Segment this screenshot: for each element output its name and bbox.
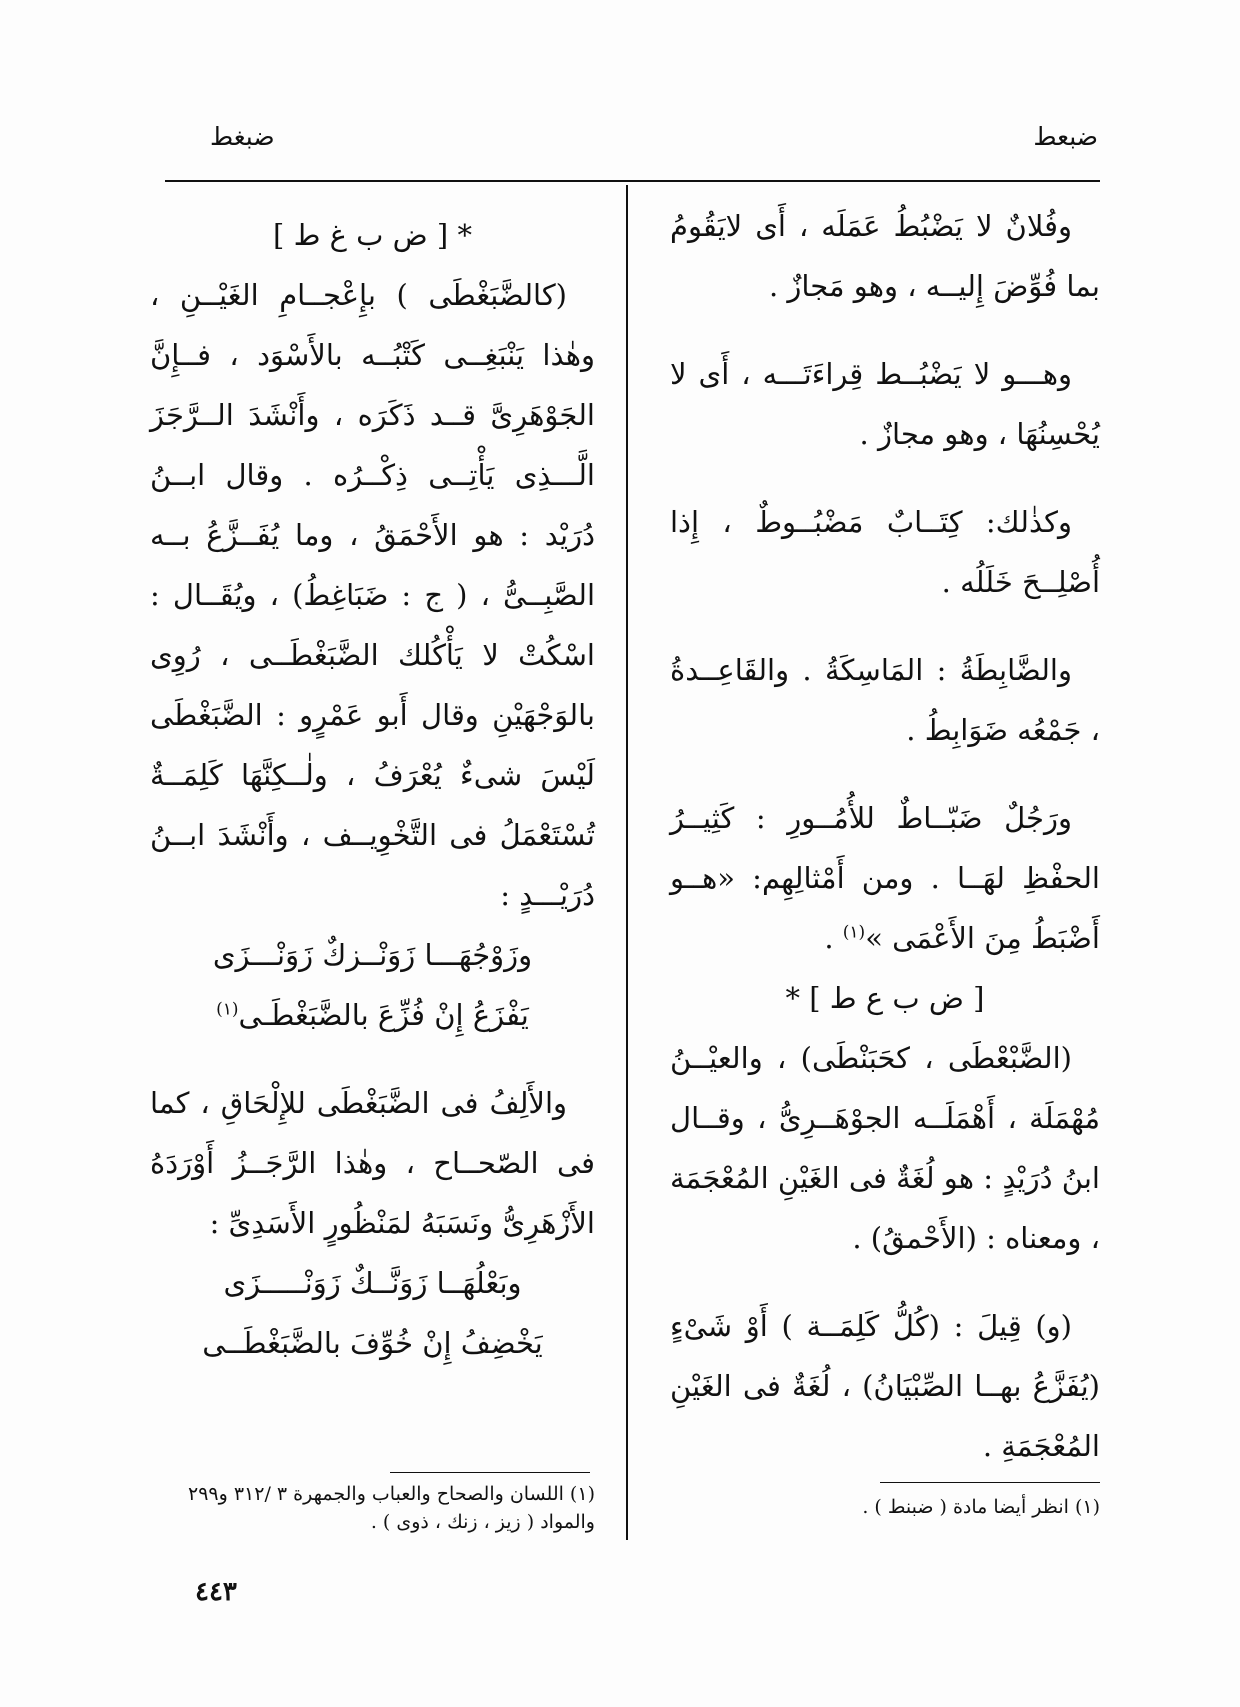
- footnote-left-line-1: (١) اللسان والصحاح والعباب والجمهرة ٣ /٣١٢ و٢٩٩: [188, 1483, 595, 1505]
- footnote-left: [150, 1480, 595, 1536]
- entry-heading-dbAT: [ ض ب ع ط ] *: [785, 981, 985, 1015]
- page-number: ٤٤٣: [195, 1577, 237, 1607]
- right-paragraph-5-end: .: [824, 921, 843, 955]
- right-paragraph-3: وكذٰلك: كِتَــابٌ مَضْبُــوطٌ ، إِذا أُصْلِــحَ خَلَلُه .: [670, 505, 1100, 599]
- footnote-right: (١) انظر أيضا مادة ( ضبنط ) .: [862, 1496, 1100, 1518]
- footnote-rule-left: [390, 1472, 590, 1473]
- verse-1-line-b-text: يَفْزَعُ إِنْ فُزِّعَ بالضَّبَغْطَـى: [238, 998, 529, 1032]
- running-head-right: ضبعط: [1033, 122, 1098, 151]
- left-column: [150, 205, 595, 1373]
- footnote-marker: (١): [842, 922, 866, 943]
- entry-heading-dbghT: * [ ض ب غ ط ]: [273, 218, 472, 252]
- left-paragraph-1: (كالضَّبَغْطَى ) بإِعْجــامِ الغَيْــنِ ، وهٰذا يَنْبَغِــى كَتْبُــه بالأَسْوَد ، فــإِنَّ الجَوْهَرِىَّ قــد ذَكَرَه ، وأَنْشَدَ الــرَّجَزَ الَّـــذِى يَأْتِــى ذِكْــرُه . وقال ابــنُ دُرَيْد : هو الأَحْمَقُ ، وما يُفَــزَّعُ بــه الصَّبِــىُّ ، ( ج : ضَبَاغِطُ) ، ويُقَــال : اسْكُتْ لا يَأْكُلك الضَّبَغْطَــى ، رُوِى بالوَجْهَيْنِ وقال أَبو عَمْرٍو : الضَّبَغْطَى لَيْسَ شىءٌ يُعْرَفُ ، ولٰــكِنَّهَا كَلِمَــةٌ تُسْتَعْمَلُ فى التَّخْوِيــف ، وأَنْشَدَ ابــنُ دُرَيْـــدٍ :: [150, 278, 595, 912]
- right-paragraph-6: (الضَّبْعْطَى ، كحَبَنْطَى) ، والعيْــنُ مُهْمَلَة ، أَهْمَلَــه الجوْهَــرِىُّ ، وقــال ابنُ دُرَيْدٍ : هو لُغَةٌ فى الغَيْنِ المُعْجَمَة ، ومعناه : (الأَحْمقُ) .: [670, 1041, 1100, 1255]
- right-paragraph-2: وهـــو لا يَضْبُــط قِراءَتَـــه ، أَى لا يُحْسِنُهَا ، وهو مجازٌ .: [670, 357, 1100, 451]
- running-head-left: ضبغط: [210, 122, 275, 151]
- verse-1-line-b: [150, 985, 595, 1045]
- verse-2-line-b: يَخْضِفُ إِنْ خُوِّفَ بالضَّبَغْطَــى: [202, 1326, 543, 1360]
- footnote-marker: (١): [216, 999, 239, 1020]
- footnote-left-line-2: والمواد ( زيز ، زنك ، ذوى ) .: [370, 1511, 595, 1533]
- header-rule: [165, 180, 1100, 182]
- left-paragraph-2: والأَلِفُ فى الضَّبَغْطَى للإِلْحَاقِ ، كما فى الصّحــاح ، وهٰذا الرَّجَــزُ أَوْرَدَهُ الأَزْهَرِىُّ ونَسَبَهُ لمَنْظُورٍ الأَسَدِىِّ :: [150, 1086, 595, 1240]
- footnote-rule-right: [880, 1482, 1100, 1483]
- right-paragraph-5: [670, 788, 1100, 968]
- verse-2-line-a: وبَعْلُهَــا زَوَنَّــكٌ زَوَنْـــــزَى: [223, 1266, 522, 1300]
- right-paragraph-7: (و) قِيلَ : (كُلُّ كَلِمَــة ) أَوْ شَىْءٍ (يُفَزَّعُ بهــا الصِّبْيَانُ) ، لُغَةٌ فى الغَيْنِ المُعْجَمَةِ .: [670, 1309, 1100, 1463]
- right-paragraph-5-text: ورَجُلٌ ضَبّــاطٌ للأُمُــورِ : كَثِيــرُ الحفْظِ لهَــا . ومن أَمْثالِهِم: «هــو أَضْبَطُ مِنَ الأَعْمَى »: [670, 801, 1100, 955]
- verse-1-line-a: وزَوْجُهَـــا زَوَنْــزكٌ زَوَنْـــزَى: [212, 938, 533, 972]
- column-divider: [626, 185, 628, 1540]
- right-paragraph-1: وفُلانٌ لا يَضْبُطُ عَمَلَه ، أَى لايَقُومُ بما فُوِّضَ إِليــه ، وهو مَجازٌ .: [670, 209, 1100, 303]
- right-column: [670, 196, 1100, 1476]
- right-paragraph-4: والضَّابِطَةُ : المَاسِكَةُ . والقَاعِــدةُ ، جَمْعُه ضَوَابِطُ .: [670, 653, 1100, 747]
